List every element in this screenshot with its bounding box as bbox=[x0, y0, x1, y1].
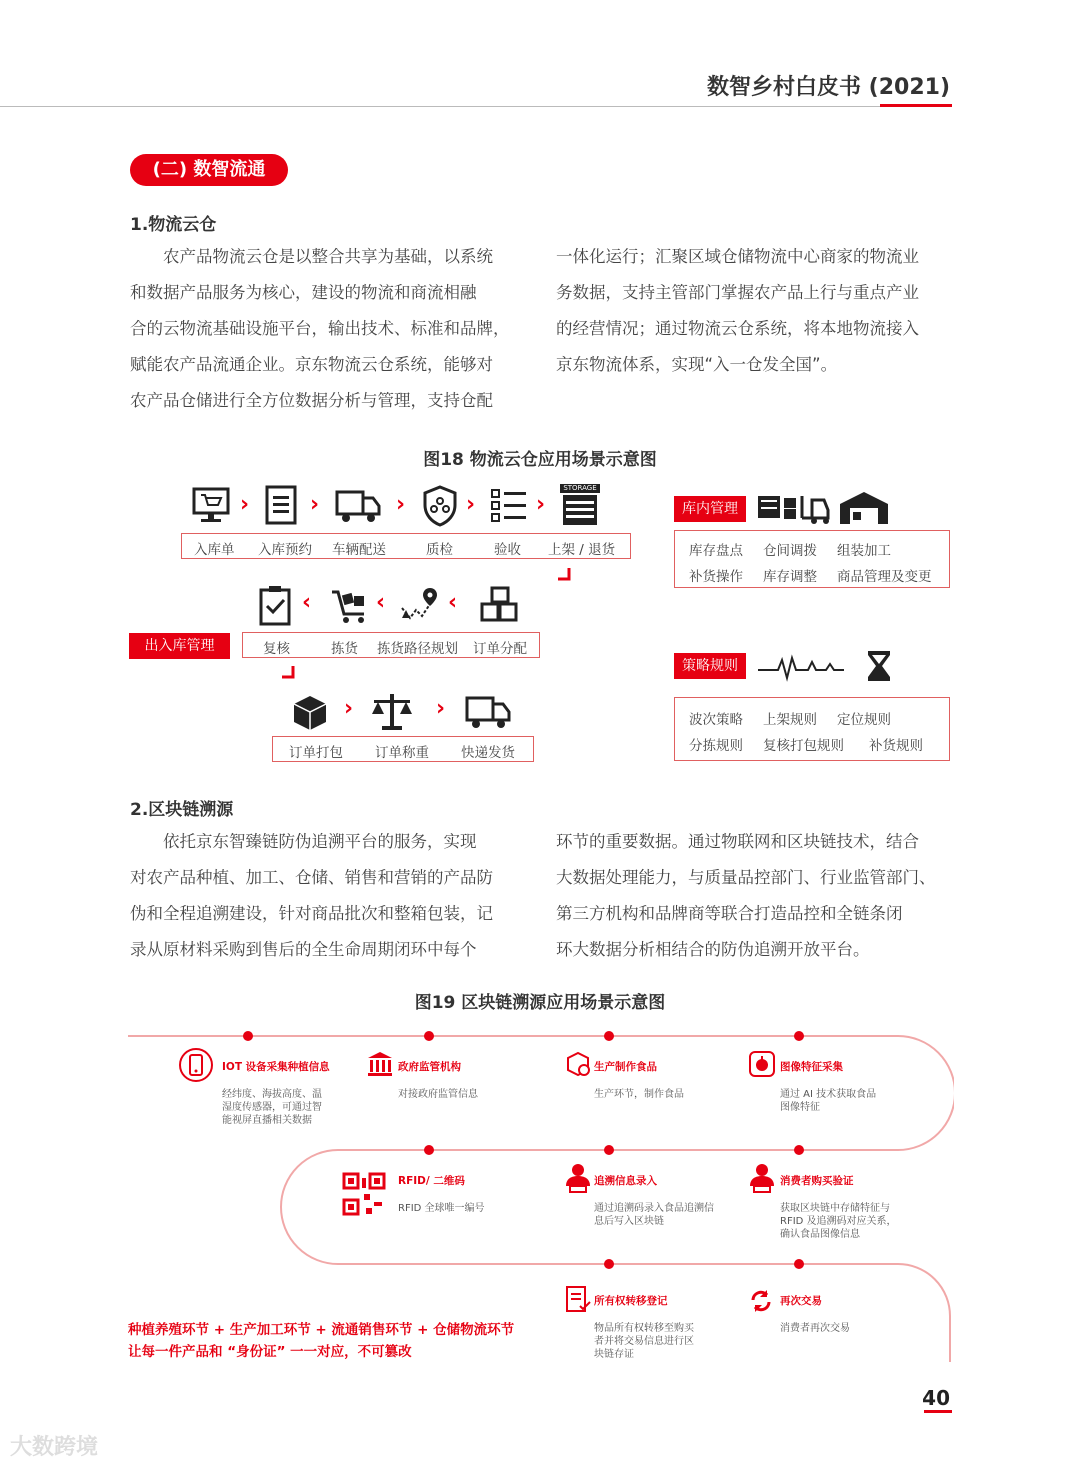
flow-dot bbox=[794, 1145, 804, 1155]
s1-left-column bbox=[130, 239, 528, 419]
node-desc-line: 确认食品图像信息 bbox=[780, 1229, 860, 1240]
route-pin-icon bbox=[396, 584, 440, 628]
node-desc-line: 获取区块链中存储特征与 bbox=[780, 1203, 890, 1214]
chevron-right-icon: › bbox=[466, 492, 476, 517]
tag-inventory-management: 库内管理 bbox=[674, 496, 746, 522]
s2-left-line: 录从原材料采购到售后的全生命周期闭环中每个 bbox=[130, 940, 477, 959]
boxes-icon bbox=[478, 584, 522, 628]
chevron-right-icon: › bbox=[396, 492, 406, 517]
pulse-hourglass-icon bbox=[756, 648, 896, 684]
node-title: 生产制作食品 bbox=[594, 1061, 657, 1073]
truck-icon bbox=[334, 484, 382, 528]
chevron-right-icon: › bbox=[536, 492, 546, 517]
s1-right-column bbox=[556, 239, 954, 383]
node-desc-line: 息后写入区块链 bbox=[594, 1216, 664, 1227]
header-accent-bar bbox=[880, 104, 952, 107]
ownership-document-icon bbox=[564, 1284, 592, 1314]
subsection-title-logistics: 1.物流云仓 bbox=[130, 215, 217, 235]
picking-cart-icon bbox=[328, 584, 372, 628]
s2-right-line: 环大数据分析相结合的防伪追溯开放平台。 bbox=[556, 940, 870, 959]
node-desc-line: 通过 AI 技术获取食品 bbox=[780, 1089, 877, 1100]
delivery-truck-icon bbox=[464, 690, 512, 734]
node-desc-line: 能视屏直播相关数据 bbox=[222, 1115, 312, 1126]
fig18-row3-icons bbox=[288, 690, 518, 734]
s1-right-line: 一体化运行；汇聚区域仓储物流中心商家的物流业 bbox=[556, 247, 919, 266]
node-title: 追溯信息录入 bbox=[594, 1175, 657, 1187]
inventory-item: 补货操作 bbox=[689, 569, 743, 585]
node-desc-line: 生产环节，制作食品 bbox=[594, 1089, 684, 1100]
flow-dot bbox=[794, 1259, 804, 1269]
flow-dot bbox=[424, 1031, 434, 1041]
image-capture-icon bbox=[748, 1050, 776, 1078]
s1-left-line: 农产品物流云仓是以整合共享为基础，以系统 bbox=[163, 247, 493, 266]
node-title: IOT 设备采集种植信息 bbox=[222, 1061, 330, 1073]
inventory-items-box bbox=[674, 530, 950, 588]
quality-shield-icon bbox=[420, 484, 460, 528]
step-label: 质检 bbox=[426, 542, 453, 558]
document-form-icon bbox=[262, 484, 302, 528]
flow-dot bbox=[424, 1145, 434, 1155]
strategy-item: 定位规则 bbox=[837, 712, 891, 728]
node-desc-line: 图像特征 bbox=[780, 1102, 820, 1113]
scale-icon bbox=[368, 690, 416, 734]
flow-dot bbox=[604, 1031, 614, 1041]
s2-right-column bbox=[556, 824, 960, 968]
strategy-item: 复核打包规则 bbox=[763, 738, 844, 754]
page-number-underline bbox=[924, 1410, 952, 1413]
s2-left-line: 依托京东智臻链防伪追溯平台的服务，实现 bbox=[163, 832, 477, 851]
node-desc-line: 经纬度、海拔高度、温 bbox=[222, 1089, 322, 1100]
fig18-row1-icons bbox=[190, 484, 610, 528]
government-building-icon bbox=[366, 1050, 394, 1078]
node-desc bbox=[594, 1202, 714, 1228]
inventory-item: 库存盘点 bbox=[689, 543, 743, 559]
inventory-item: 组装加工 bbox=[837, 543, 891, 559]
package-icon bbox=[288, 690, 332, 734]
flow-dot bbox=[604, 1259, 614, 1269]
node-desc bbox=[222, 1088, 322, 1127]
s2-right-line: 环节的重要数据。通过物联网和区块链技术，结合 bbox=[556, 832, 919, 851]
s2-right-line: 大数据处理能力，与质量品控部门、行业监管部门、 bbox=[556, 868, 936, 887]
step-label: 订单打包 bbox=[289, 745, 343, 761]
fig18-row2-icons bbox=[256, 584, 526, 628]
inventory-item: 仓间调拨 bbox=[763, 543, 817, 559]
chevron-left-icon: ‹ bbox=[448, 590, 458, 615]
user-entry-icon bbox=[564, 1162, 592, 1194]
flow-dot bbox=[794, 1031, 804, 1041]
chevron-left-icon: ‹ bbox=[376, 590, 386, 615]
s1-right-line: 务数据，支持主管部门掌握农产品上行与重点产业 bbox=[556, 283, 919, 302]
qr-code-icon bbox=[342, 1172, 386, 1216]
node-title: 再次交易 bbox=[780, 1295, 822, 1307]
blockchain-flow-path bbox=[128, 1028, 954, 1368]
strategy-item: 分拣规则 bbox=[689, 738, 743, 754]
inventory-item: 库存调整 bbox=[763, 569, 817, 585]
node-title: 消费者购买验证 bbox=[780, 1175, 854, 1187]
node-desc-line: 物品所有权转移至购买 bbox=[594, 1323, 694, 1334]
node-desc-line: 块链存证 bbox=[594, 1349, 634, 1360]
fig19-slogan bbox=[128, 1319, 548, 1363]
connector-corner bbox=[280, 664, 296, 680]
inventory-item: 商品管理及变更 bbox=[837, 569, 932, 585]
step-label: 入库单 bbox=[194, 542, 235, 558]
node-desc bbox=[780, 1322, 850, 1335]
subsection-title-blockchain: 2.区块链溯源 bbox=[130, 800, 234, 820]
chevron-right-icon: › bbox=[310, 492, 320, 517]
step-label: 订单称重 bbox=[375, 745, 429, 761]
node-desc-line: 者并将交易信息进行区 bbox=[594, 1336, 694, 1347]
connector-corner bbox=[556, 566, 572, 582]
strategy-items-box bbox=[674, 697, 950, 761]
figure-19-title: 图19 区块链溯源应用场景示意图 bbox=[414, 993, 666, 1013]
figure-18-title: 图18 物流云仓应用场景示意图 bbox=[423, 450, 657, 470]
s1-left-line: 合的云物流基础设施平台，输出技术、标准和品牌， bbox=[130, 319, 510, 338]
step-label: 上架 / 退货 bbox=[548, 542, 616, 558]
retrade-cycle-icon bbox=[748, 1288, 774, 1314]
s2-right-line: 第三方机构和品牌商等联合打造品控和全链条闭 bbox=[556, 904, 903, 923]
page-number: 40 bbox=[922, 1386, 950, 1410]
s2-left-line: 对农产品种植、加工、仓储、销售和营销的产品防 bbox=[130, 868, 493, 887]
s1-left-line: 和数据产品服务为核心，建设的物流和商流相融 bbox=[130, 283, 477, 302]
s1-right-line: 的经营情况；通过物流云仓系统，将本地物流接入 bbox=[556, 319, 919, 338]
tag-strategy-rules: 策略规则 bbox=[674, 653, 746, 679]
node-desc-line: RFID 全球唯一编号 bbox=[398, 1203, 485, 1214]
node-desc-line: 对接政府监管信息 bbox=[398, 1089, 478, 1100]
clipboard-check-icon bbox=[256, 584, 296, 628]
storage-shelf-graphic bbox=[560, 493, 600, 527]
chevron-right-icon: › bbox=[436, 696, 446, 721]
node-desc bbox=[594, 1322, 694, 1361]
step-label: 拣货 bbox=[331, 641, 358, 657]
s1-right-line: 京东物流体系，实现“入一仓发全国”。 bbox=[556, 355, 838, 374]
s2-left-line: 伪和全程追溯建设，针对商品批次和整箱包装，记 bbox=[130, 904, 493, 923]
flow-dot bbox=[604, 1145, 614, 1155]
checklist-icon bbox=[488, 484, 532, 528]
node-desc bbox=[780, 1202, 897, 1241]
tag-inout-management: 出入库管理 bbox=[129, 633, 230, 659]
section-tag: (二) 数智流通 bbox=[130, 154, 288, 186]
node-title: 政府监管机构 bbox=[398, 1061, 461, 1073]
s2-left-column bbox=[130, 824, 528, 968]
s1-left-line: 农产品仓储进行全方位数据分析与管理，支持仓配 bbox=[130, 391, 493, 410]
chevron-right-icon: › bbox=[240, 492, 250, 517]
strategy-item: 上架规则 bbox=[763, 712, 817, 728]
fig18-row1-label-box bbox=[181, 533, 631, 559]
chevron-left-icon: ‹ bbox=[302, 590, 312, 615]
node-desc-line: 消费者再次交易 bbox=[780, 1323, 850, 1334]
node-desc-line: 通过追溯码录入食品追溯信 bbox=[594, 1203, 714, 1214]
fig18-row2-label-box bbox=[242, 632, 540, 658]
watermark-text: 大数跨境 bbox=[10, 1435, 99, 1460]
s1-left-line: 赋能农产品流通企业。京东物流云仓系统，能够对 bbox=[130, 355, 493, 374]
step-label: 订单分配 bbox=[473, 641, 527, 657]
cart-screen-icon bbox=[190, 484, 234, 528]
strategy-item: 补货规则 bbox=[869, 738, 923, 754]
step-label: 验收 bbox=[494, 542, 521, 558]
node-desc-line: 湿度传感器，可通过智 bbox=[222, 1102, 322, 1113]
node-desc bbox=[398, 1202, 485, 1215]
warehouse-forklift-icon bbox=[756, 490, 896, 526]
slogan-line: 让每一件产品和 “身份证” 一一对应，不可篡改 bbox=[128, 1344, 412, 1360]
node-title: RFID/ 二维码 bbox=[398, 1175, 465, 1187]
document-header-title: 数智乡村白皮书 (2021) bbox=[707, 75, 950, 100]
chevron-right-icon: › bbox=[344, 696, 354, 721]
iot-phone-icon bbox=[178, 1047, 214, 1083]
slogan-line: 种植养殖环节 + 生产加工环节 + 流通销售环节 + 仓储物流环节 bbox=[128, 1322, 515, 1338]
node-title: 所有权转移登记 bbox=[594, 1295, 668, 1307]
step-label: 入库预约 bbox=[258, 542, 312, 558]
storage-label: STORAGE bbox=[560, 484, 600, 493]
storage-shelf-icon bbox=[560, 484, 600, 528]
step-label: 复核 bbox=[263, 641, 290, 657]
fig18-row3-label-box bbox=[272, 736, 534, 762]
node-desc bbox=[594, 1088, 684, 1101]
step-label: 快递发货 bbox=[461, 745, 515, 761]
food-production-icon bbox=[564, 1050, 592, 1078]
consumer-verify-icon bbox=[748, 1162, 776, 1194]
header-divider bbox=[0, 106, 952, 107]
node-desc-line: RFID 及追溯码对应关系， bbox=[780, 1216, 897, 1227]
node-desc bbox=[398, 1088, 478, 1101]
step-label: 车辆配送 bbox=[332, 542, 386, 558]
step-label: 拣货路径规划 bbox=[377, 641, 458, 657]
node-desc bbox=[780, 1088, 876, 1114]
strategy-item: 波次策略 bbox=[689, 712, 743, 728]
flow-dot bbox=[243, 1031, 253, 1041]
node-title: 图像特征采集 bbox=[780, 1061, 843, 1073]
